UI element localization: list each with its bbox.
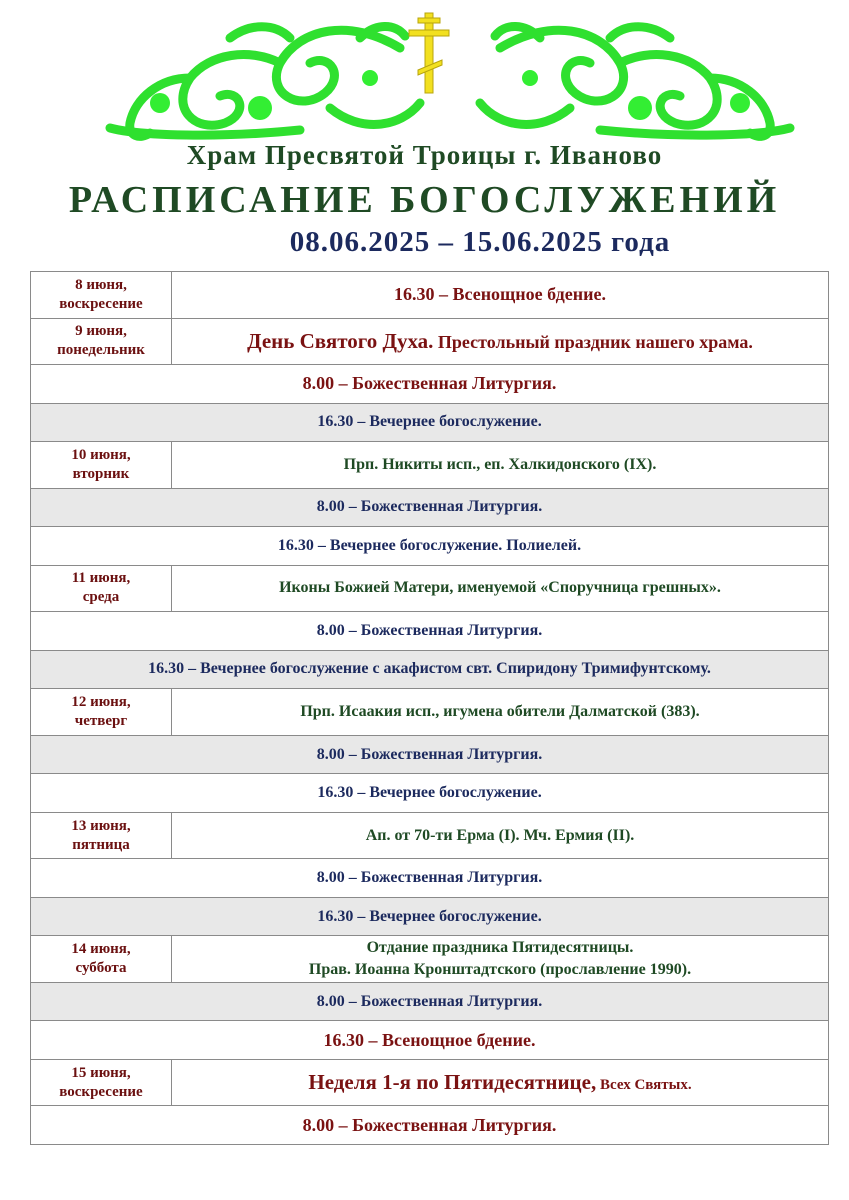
table-row <box>31 565 829 612</box>
table-row <box>31 442 829 489</box>
table-row <box>31 689 829 736</box>
saint-cell: Иконы Божией Матери, именуемой «Споручница грешных». <box>172 565 829 612</box>
service-cell: 16.30 – Вечернее богослужение. Полиелей. <box>31 527 829 565</box>
saint-cell: Ап. от 70-ти Ерма (I). Мч. Ермия (II). <box>172 812 829 859</box>
service-cell: 8.00 – Божественная Литургия. <box>31 982 829 1020</box>
table-row <box>31 1106 829 1145</box>
table-row <box>31 650 829 688</box>
table-row <box>31 1021 829 1059</box>
table-row <box>31 774 829 812</box>
church-name: Храм Пресвятой Троицы г. Иваново <box>186 140 663 170</box>
day-cell: 9 июня, понедельник <box>31 318 172 365</box>
service-cell: 8.00 – Божественная Литургия. <box>31 488 829 526</box>
day-cell: 15 июня, воскресение <box>31 1059 172 1106</box>
service-cell: 16.30 – Вечернее богослужение. <box>31 897 829 935</box>
table-row <box>31 1059 829 1106</box>
service-cell: 8.00 – Божественная Литургия. <box>31 1106 829 1145</box>
service-cell: 16.30 – Всенощное бдение. <box>172 272 829 319</box>
schedule-table <box>30 271 829 1145</box>
day-cell: 13 июня, пятница <box>31 812 172 859</box>
table-row <box>31 318 829 365</box>
table-row <box>31 982 829 1020</box>
table-row <box>31 612 829 650</box>
saint-cell: Прп. Исаакия исп., игумена обители Далматской (383). <box>172 689 829 736</box>
service-cell: 16.30 – Вечернее богослужение. <box>31 403 829 441</box>
page-title: РАСПИСАНИЕ БОГОСЛУЖЕНИЙ <box>68 179 781 221</box>
table-row <box>31 735 829 773</box>
saint-cell: Отдание праздника Пятидесятницы. Прав. Иоанна Кронштадтского (прославление 1990). <box>172 936 829 983</box>
service-cell: 16.30 – Всенощное бдение. <box>31 1021 829 1059</box>
table-row <box>31 403 829 441</box>
table-row <box>31 527 829 565</box>
feast-cell: День Святого Духа. Престольный праздник нашего храма. <box>172 318 829 365</box>
date-range: 08.06.2025 – 15.06.2025 года <box>289 226 671 258</box>
table-row <box>31 272 829 319</box>
day-cell: 14 июня, суббота <box>31 936 172 983</box>
service-cell: 8.00 – Божественная Литургия. <box>31 612 829 650</box>
service-cell: 8.00 – Божественная Литургия. <box>31 365 829 403</box>
table-row <box>31 488 829 526</box>
service-cell: 8.00 – Божественная Литургия. <box>31 859 829 897</box>
saint-cell: Прп. Никиты исп., еп. Халкидонского (IX). <box>172 442 829 489</box>
day-cell: 10 июня, вторник <box>31 442 172 489</box>
table-row <box>31 812 829 859</box>
day-cell: 12 июня, четверг <box>31 689 172 736</box>
day-cell: 11 июня, среда <box>31 565 172 612</box>
service-cell: 8.00 – Божественная Литургия. <box>31 735 829 773</box>
table-row <box>31 859 829 897</box>
day-cell: 8 июня, воскресение <box>31 272 172 319</box>
table-row <box>31 936 829 983</box>
service-cell: 16.30 – Вечернее богослужение с акафистом свт. Спиридону Тримифунтскому. <box>31 650 829 688</box>
feast-cell: Неделя 1-я по Пятидесятнице, Всех Святых. <box>172 1059 829 1106</box>
service-cell: 16.30 – Вечернее богослужение. <box>31 774 829 812</box>
table-row <box>31 365 829 403</box>
floral-ornament-icon <box>100 8 800 148</box>
table-row <box>31 897 829 935</box>
